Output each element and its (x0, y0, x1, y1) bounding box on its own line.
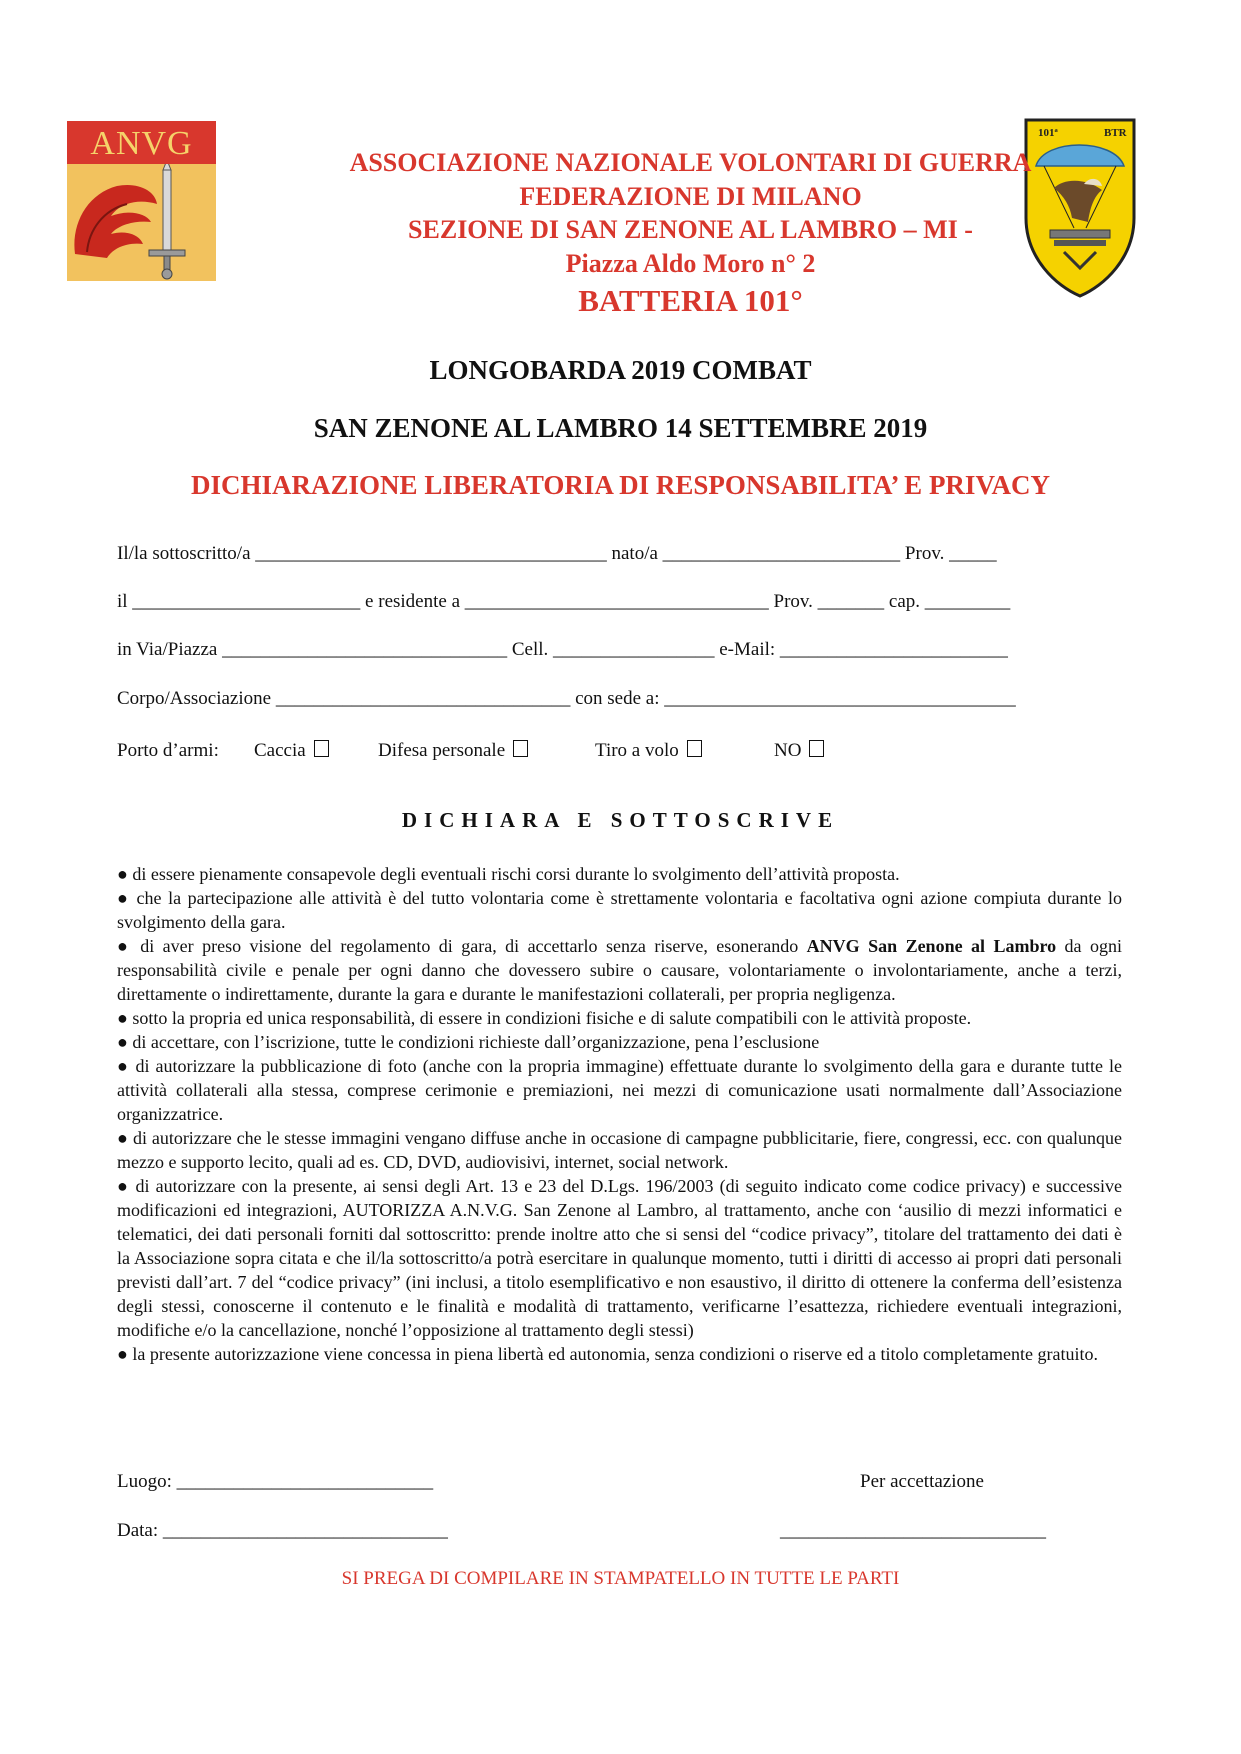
per-accettazione-label: Per accettazione (860, 1471, 984, 1492)
checkbox-no[interactable] (809, 740, 824, 757)
option-difesa-label: Difesa personale (378, 740, 506, 761)
clause-free: ● la presente autorizzazione viene concessa in piena libertà ed autonomia, senza condizioni o riserve ed a titolo completamente gratuito. (117, 1344, 1098, 1364)
option-tiro-label: Tiro a volo (595, 740, 679, 761)
clause-regulation (117, 934, 1122, 1006)
signature-line[interactable]: ____________________________ (780, 1520, 1046, 1541)
header-batteria: BATTERIA 101° (578, 283, 803, 318)
clause-regulation-c: da ogni responsabilità civile e penale per ogni danno che dovessero subire o causare, volontariamente o involontariamente, anche a terzi, direttamente o indirettamente, durante la gara e durante le manifestazioni collaterali, per propria negligenza. (117, 936, 1122, 1004)
porto-armi-label: Porto d’armi: (117, 740, 219, 761)
event-title: LONGOBARDA 2019 COMBAT (429, 355, 812, 385)
clause-regulation-a: ● di aver preso visione del regolamento di gara, di accettarlo senza riserve, esonerando (117, 936, 807, 956)
clause-images-diffusion: ● di autorizzare che le stesse immagini vengano diffuse anche in occasione di campagne pubblicitarie, fiere, congressi, ecc. con qualunque mezzo e supporto lecito, quali ad es. CD, DVD, audiovisivi, internet, social network. (117, 1128, 1122, 1172)
checkbox-difesa-personale[interactable] (513, 740, 528, 757)
declaration-body (117, 862, 1122, 1366)
option-caccia-label: Caccia (254, 740, 306, 761)
luogo-field[interactable]: Luogo: ___________________________ (117, 1471, 434, 1492)
clause-voluntary: ● che la partecipazione alle attività è del tutto volontaria come è strettamente volontaria e facoltativa ogni azione compiuta durante lo svolgimento della gara. (117, 888, 1122, 932)
option-tiro-a-volo[interactable] (595, 740, 702, 762)
dichiara-heading: DICHIARA E SOTTOSCRIVE (401, 808, 840, 832)
crest-label-right: BTR (1104, 127, 1127, 139)
clause-risks: ● di essere pienamente consapevole degli eventuali rischi corsi durante lo svolgimento dell’attività proposta. (117, 864, 900, 884)
header-section: SEZIONE DI SAN ZENONE AL LAMBRO – MI - (408, 215, 973, 244)
header-address: Piazza Aldo Moro n° 2 (565, 249, 816, 278)
clause-regulation-org: ANVG San Zenone al Lambro (806, 936, 1057, 956)
crest-label-left: 101ª (1038, 127, 1058, 139)
fill-in-note: SI PREGA DI COMPILARE IN STAMPATELLO IN TUTTE LE PARTI (341, 1568, 900, 1589)
option-difesa-personale[interactable] (378, 740, 528, 762)
header-federation: FEDERAZIONE DI MILANO (519, 182, 862, 211)
option-no[interactable] (774, 740, 824, 762)
option-no-label: NO (774, 740, 802, 761)
clause-health: ● sotto la propria ed unica responsabilità, di essere in condizioni fisiche e di salute compatibili con le attività proposte. (117, 1008, 972, 1028)
form-line-address-contacts[interactable]: in Via/Piazza ______________________________ Cell. _________________ e-Mail: ________________________ (117, 639, 1008, 660)
declaration-title: DICHIARAZIONE LIBERATORIA DI RESPONSABILITA’ E PRIVACY (191, 470, 1050, 500)
data-field[interactable]: Data: ______________________________ (117, 1520, 448, 1541)
form-line-date-residence[interactable]: il ________________________ e residente a ________________________________ Prov. _______ cap. _________ (117, 591, 1011, 612)
logo-text: ANVG (90, 125, 193, 162)
checkbox-caccia[interactable] (314, 740, 329, 757)
form-line-name-birth[interactable]: Il/la sottoscritto/a _____________________________________ nato/a _________________________ Prov. _____ (117, 543, 997, 564)
clause-photos: ● di autorizzare la pubblicazione di foto (anche con la propria immagine) effettuate durante lo svolgimento della gara e durante tutte le attività collaterali alla stessa, comprese cerimonie e premiazioni, nei mezzi di comunicazione usati normalmente dall’Associazione organizzatrice. (117, 1056, 1122, 1124)
checkbox-tiro-a-volo[interactable] (687, 740, 702, 757)
event-place-date: SAN ZENONE AL LAMBRO 14 SETTEMBRE 2019 (313, 413, 928, 443)
form-line-association[interactable]: Corpo/Associazione _______________________________ con sede a: _____________________________________ (117, 688, 1016, 709)
option-caccia[interactable] (254, 740, 329, 762)
clause-conditions: ● di accettare, con l’iscrizione, tutte le condizioni richieste dall’organizzazione, pena l’esclusione (117, 1032, 820, 1052)
header-association: ASSOCIAZIONE NAZIONALE VOLONTARI DI GUERRA (349, 148, 1032, 177)
clause-privacy: ● di autorizzare con la presente, ai sensi degli Art. 13 e 23 del D.Lgs. 196/2003 (di seguito indicato come codice privacy) e successive modificazioni ed integrazioni, AUTORIZZA A.N.V.G. San Zenone al Lambro, al trattamento, anche con ‘ausilio di mezzi informatici e telematici, dei dati personali forniti dal sottoscritto: prende inoltre atto che si sensi del “codice privacy”, titolare del trattamento dei dati è la Associazione sopra citata e che il/la sottoscritto/a potrà esercitare in qualunque momento, tutti i diritti di accesso ai propri dati personali previsti dall’art. 7 del “codice privacy” (ini inclusi, a titolo esemplificativo e non esaustivo, il diritto di ottenere la conferma dell’esistenza degli stessi, conoscerne il contenuto e le finalità e modalità di trattamento, verificarne l’esattezza, richiedere eventuali integrazioni, modifiche e/o la cancellazione, nonché l’opposizione al trattamento degli stessi) (117, 1176, 1122, 1340)
